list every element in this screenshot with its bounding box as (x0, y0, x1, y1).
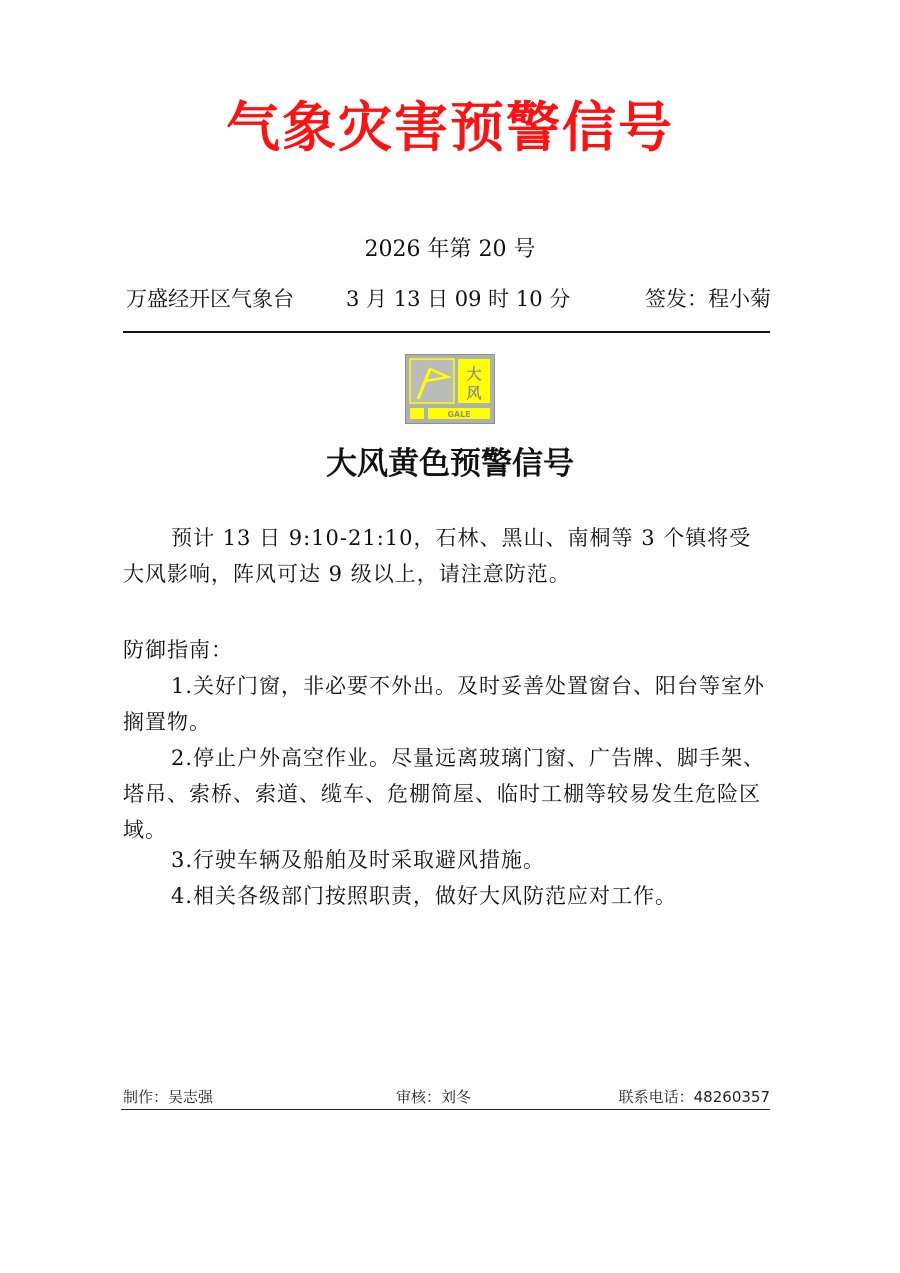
guide-item: 1.关好门窗，非必要不外出。及时妥善处置窗台、阳台等室外搁置物。 (123, 674, 766, 734)
producer: 制作：吴志强 (123, 1088, 214, 1106)
guide-item: 4.相关各级部门按照职责，做好大风防范应对工作。 (171, 884, 678, 908)
page-title: 气象灾害预警信号 (226, 96, 674, 159)
header-divider (123, 331, 770, 333)
reviewer: 审核：刘冬 (396, 1088, 472, 1106)
forecast-paragraph: 预计 13 日 9:10-21:10，石林、黑山、南桐等 3 个镇将受大风影响，阵风可达 9 级以上，请注意防范。 (123, 526, 752, 586)
guide-item: 3.行驶车辆及船舶及时采取避风措施。 (171, 848, 546, 872)
signal-title: 大风黄色预警信号 (326, 446, 574, 482)
footer (123, 1084, 770, 1110)
guide-item: 2.停止户外高空作业。尽量远离玻璃门窗、广告牌、脚手架、塔吊、索桥、索道、缆车、危棚简屋、临时工棚等较易发生危险区域。 (123, 746, 766, 842)
footer-divider (121, 1109, 770, 1110)
defense-guide-heading: 防御指南： (123, 638, 233, 662)
icon-char-bottom: 风 (466, 384, 482, 402)
icon-code: GALE (447, 410, 471, 419)
issue-meta-row (126, 281, 771, 317)
issuing-office: 万盛经开区气象台 (126, 287, 294, 311)
signer: 签发：程小菊 (645, 287, 771, 311)
issue-number: 2026 年第 20 号 (364, 237, 536, 262)
icon-char-top: 大 (466, 365, 482, 383)
contact-phone: 联系电话：48260357 (618, 1088, 770, 1106)
yellow-gale-warning-icon (405, 354, 495, 424)
issue-time: 3 月 13 日 09 时 10 分 (346, 287, 571, 311)
